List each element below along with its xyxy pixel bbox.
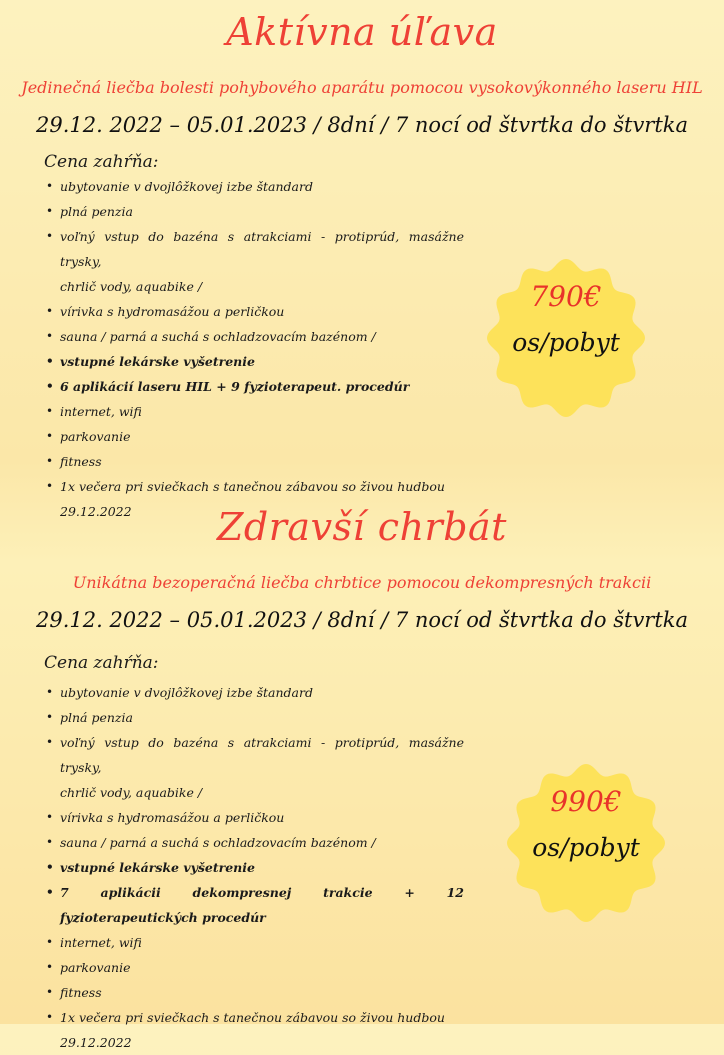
price-includes-label: Cena zahŕňa: (44, 653, 159, 673)
list-item: • internet, wifi (44, 399, 464, 424)
offer-subtitle: Unikátna bezoperačná liečba chrbtice pomocou dekompresných trakcii (72, 573, 652, 592)
offer-dates: 29.12. 2022 – 05.01.2023 / 8dní / 7 nocí od štvrtka do štvrtka (35, 608, 689, 632)
list-item: • plná penzia (44, 705, 464, 730)
list-item: • fitness (44, 980, 464, 1005)
list-item (44, 224, 464, 299)
offer-dates: 29.12. 2022 – 05.01.2023 / 8dní / 7 nocí od štvrtka do štvrtka (35, 113, 689, 137)
list-item (44, 730, 464, 805)
list-item-line: 1x večera pri sviečkach s tanečnou zábavou so živou hudbou (60, 479, 445, 494)
list-item-line: chrlič vody, aquabike / (60, 279, 203, 294)
price-badge (486, 258, 646, 418)
price-unit: os/pobyt (512, 328, 620, 357)
price-value: 790€ (530, 280, 602, 313)
price-badge (506, 763, 666, 923)
list-item: • vírivka s hydromasážou a perličkou (44, 805, 464, 830)
list-item-line: chrlič vody, aquabike / (60, 785, 203, 800)
list-item (44, 1005, 464, 1055)
list-item: • vstupné lekárske vyšetrenie (44, 855, 464, 880)
offer-title: Zdravší chrbát (217, 505, 507, 549)
included-items-list (44, 680, 464, 1055)
list-item-line: voľný vstup do bazéna s atrakciami - protiprúd, masážne trysky, (60, 735, 464, 775)
price-unit: os/pobyt (532, 833, 640, 862)
list-item: • 6 aplikácií laseru HIL + 9 fyzioterapeut. procedúr (44, 374, 464, 399)
list-item: • ubytovanie v dvojlôžkovej izbe štandard (44, 174, 464, 199)
included-items-list (44, 174, 464, 524)
price-value: 990€ (550, 785, 622, 818)
list-item: • parkovanie (44, 424, 464, 449)
list-item: • vstupné lekárske vyšetrenie (44, 349, 464, 374)
list-item: • parkovanie (44, 955, 464, 980)
list-item-line: voľný vstup do bazéna s atrakciami - protiprúd, masážne trysky, (60, 229, 464, 269)
offer-title: Aktívna úľava (226, 10, 498, 54)
list-item: • fitness (44, 449, 464, 474)
list-item: • 7 aplikácii dekompresnej trakcie + 12 fyzioterapeutických procedúr (44, 880, 464, 930)
list-item-line: 29.12.2022 (60, 1035, 132, 1050)
list-item-line: 29.12.2022 (60, 504, 132, 519)
list-item: • ubytovanie v dvojlôžkovej izbe štandard (44, 680, 464, 705)
list-item: • plná penzia (44, 199, 464, 224)
list-item-line: 1x večera pri sviečkach s tanečnou zábavou so živou hudbou (60, 1010, 445, 1025)
offer-subtitle: Jedinečná liečba bolesti pohybového aparátu pomocou vysokovýkonného laseru HIL (21, 78, 703, 97)
list-item: • internet, wifi (44, 930, 464, 955)
list-item: • sauna / parná a suchá s ochladzovacím bazénom / (44, 830, 464, 855)
list-item: • vírivka s hydromasážou a perličkou (44, 299, 464, 324)
list-item: • sauna / parná a suchá s ochladzovacím bazénom / (44, 324, 464, 349)
price-includes-label: Cena zahŕňa: (44, 152, 159, 172)
